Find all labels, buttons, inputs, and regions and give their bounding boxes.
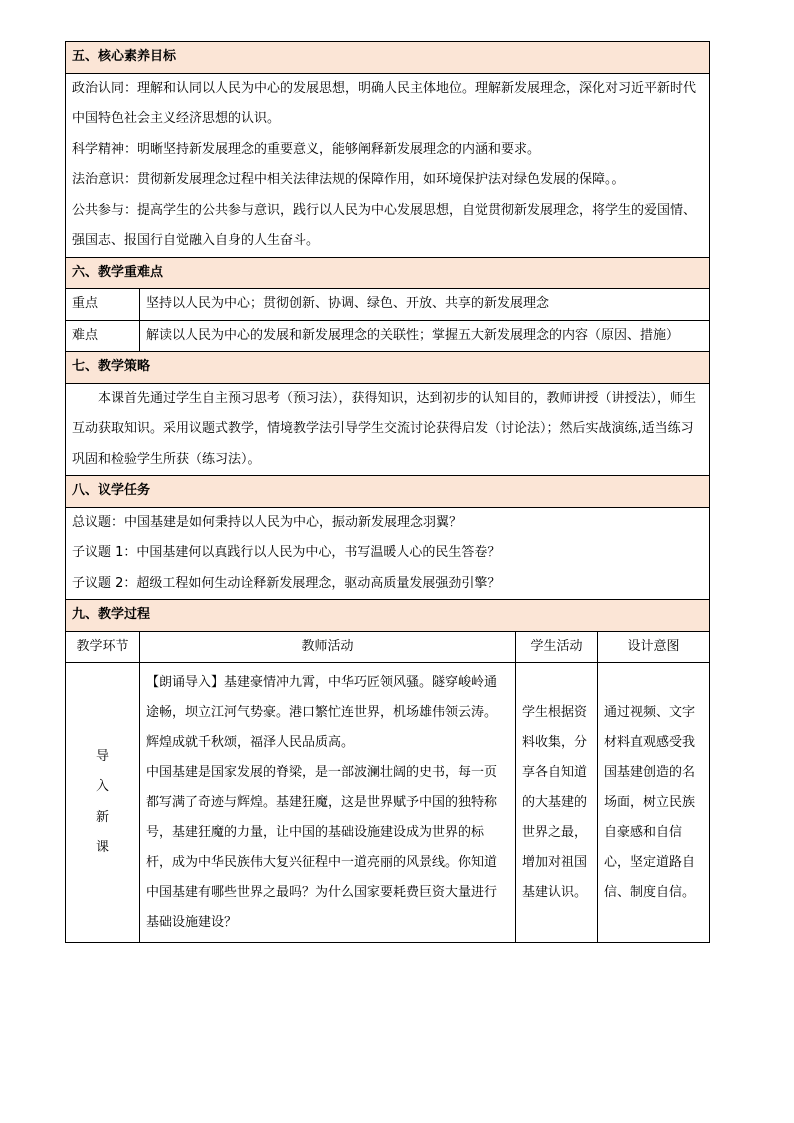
student-activity-text: 学生根据资料收集，分享各自知道的大基建的世界之最，增加对祖国基建认识。 <box>522 704 588 900</box>
stage-char: 课 <box>95 840 109 855</box>
section-heading-strategy: 七、教学策略 <box>66 352 710 384</box>
teacher-activity-intro: 【朗诵导入】基建豪情冲九霄，中华巧匠领风骚。隧穿峻岭通途畅，坝立江河气势豪。港口繁忙连世界，机场雄伟领云涛。辉煌成就千秋颂，福泽人民品质高。 <box>146 674 498 750</box>
core-literacy-goals <box>66 73 710 257</box>
stage-char: 导 <box>95 748 109 764</box>
section-heading-tasks: 八、议学任务 <box>66 476 710 508</box>
section-heading-key-points: 六、教学重难点 <box>66 257 710 289</box>
key-point-text: 坚持以人民为中心；贯彻创新、协调、绿色、开放、共享的新发展理念 <box>140 289 710 321</box>
difficult-point-label: 难点 <box>66 320 140 352</box>
column-header-stage: 教学环节 <box>66 631 140 663</box>
column-header-teacher: 教师活动 <box>140 631 516 663</box>
teacher-activity-body: 中国基建是国家发展的脊梁，是一部波澜壮阔的史书，每一页都写满了奇迹与辉煌。基建狂魔，这是世界赋予中国的独特称号，基建狂魔的力量，让中国的基础设施建设成为世界的标杆，成为中华民族伟大复兴征程中一道亮丽的风景线。你知道中国基建有哪些世界之最吗？为什么国家要耗费巨资大量进行基础设施建设？ <box>146 764 498 930</box>
section-heading-process: 九、教学过程 <box>66 600 710 632</box>
strategy-text: 本课首先通过学生自主预习思考（预习法），获得知识，达到初步的认知目的，教师讲授（讲授法），师生互动获取知识。采用议题式教学，情境教学法引导学生交流讨论获得启发（讨论法）；然后实战演练,适当练习巩固和检验学生所获（练习法）。 <box>72 390 697 467</box>
key-point-label: 重点 <box>66 289 140 321</box>
goal-law: 法治意识：贯彻新发展理念过程中相关法律法规的保障作用，如环境保护法对绿色发展的保障。。 <box>72 172 625 187</box>
stage-char: 新 <box>95 809 109 825</box>
column-header-intent: 设计意图 <box>598 631 710 663</box>
tasks-cell <box>66 507 710 600</box>
stage-char: 入 <box>95 779 109 794</box>
goal-political: 政治认同：理解和认同以人民为中心的发展思想，明确人民主体地位。理解新发展理念，深化对习近平新时代中国特色社会主义经济思想的认识。 <box>72 80 697 126</box>
stage-cell <box>66 663 140 943</box>
main-topic: 总议题：中国基建是如何秉持以人民为中心，振动新发展理念羽翼？ <box>72 514 463 530</box>
lesson-plan-table <box>65 41 710 943</box>
section-heading-core-literacy: 五、核心素养目标 <box>66 42 710 74</box>
goal-science: 科学精神：明晰坚持新发展理念的重要意义，能够阐释新发展理念的内涵和要求。 <box>72 141 541 157</box>
sub-topic-1: 子议题 1：中国基建何以真践行以人民为中心，书写温暖人心的民生答卷？ <box>72 545 501 560</box>
column-header-student: 学生活动 <box>516 631 598 663</box>
design-intent-cell <box>598 663 710 943</box>
teacher-activity-cell <box>140 663 516 943</box>
student-activity-cell <box>516 663 598 943</box>
goal-participation: 公共参与：提高学生的公共参与意识，践行以人民为中心发展思想，自觉贯彻新发展理念，将学生的爱国情、强国志、报国行自觉融入自身的人生奋斗。 <box>72 202 697 248</box>
strategy-cell <box>66 383 710 476</box>
sub-topic-2: 子议题 2：超级工程如何生动诠释新发展理念，驱动高质量发展强劲引擎？ <box>72 575 501 591</box>
difficult-point-text: 解读以人民为中心的发展和新发展理念的关联性；掌握五大新发展理念的内容（原因、措施） <box>140 320 710 352</box>
design-intent-text: 通过视频、文字材料直观感受我国基建创造的名场面，树立民族自豪感和自信心，坚定道路自信、制度自信。 <box>604 704 696 900</box>
